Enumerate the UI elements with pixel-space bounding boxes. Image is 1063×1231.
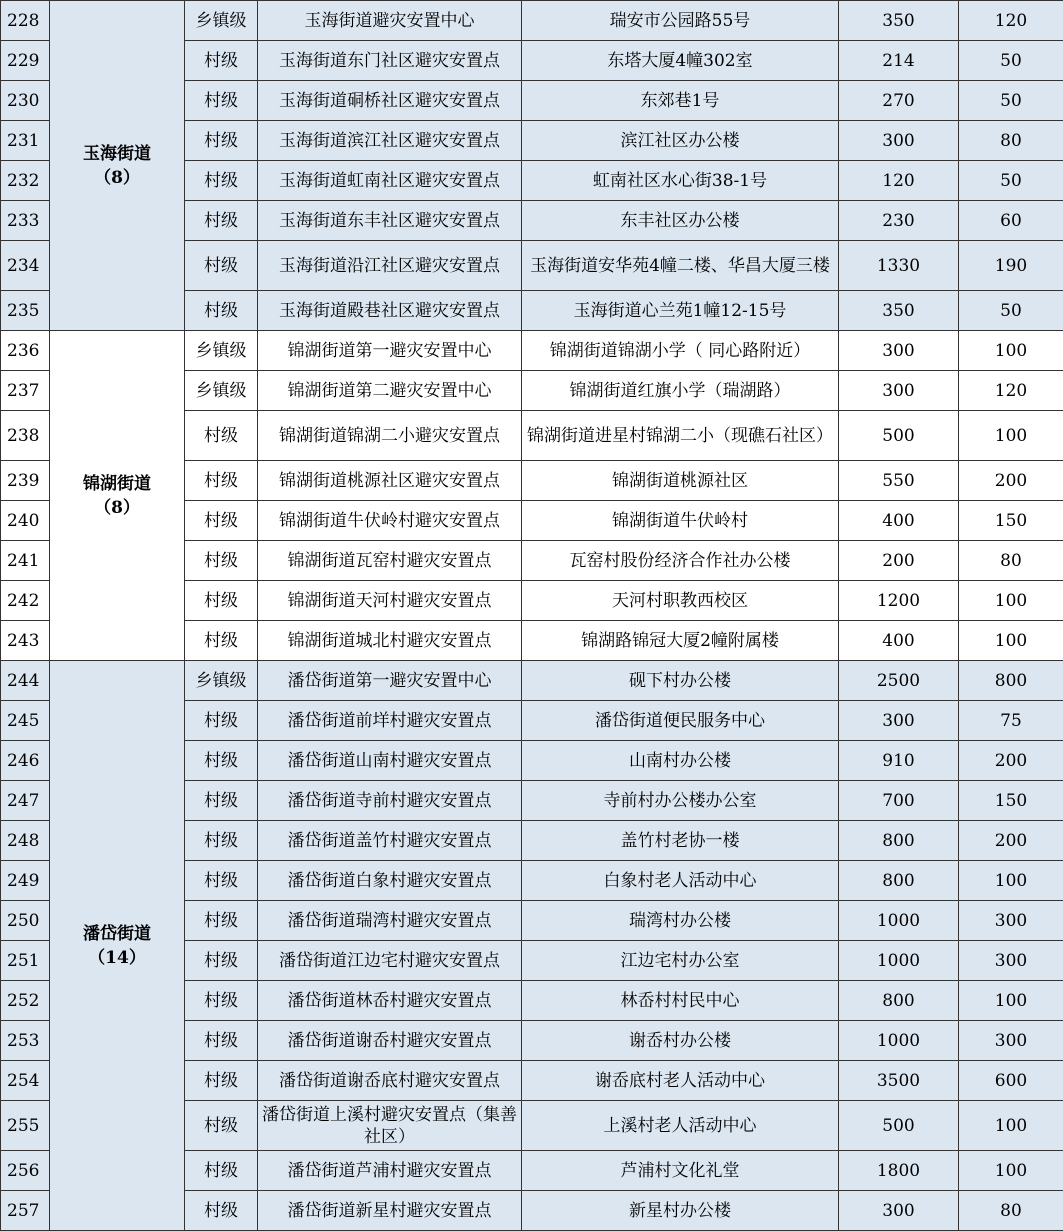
shelter-capacity: 80 <box>959 121 1063 161</box>
shelter-capacity: 200 <box>959 741 1063 781</box>
shelter-capacity: 300 <box>959 901 1063 941</box>
shelter-address: 东郊巷1号 <box>522 81 839 121</box>
district-cell <box>50 331 185 661</box>
shelter-level: 乡镇级 <box>185 1 258 41</box>
district-count: （8） <box>94 497 140 518</box>
shelter-level: 村级 <box>185 701 258 741</box>
shelter-name: 锦湖街道天河村避灾安置点 <box>258 581 522 621</box>
shelter-capacity: 100 <box>959 981 1063 1021</box>
row-number: 239 <box>1 461 50 501</box>
row-number: 230 <box>1 81 50 121</box>
row-number: 235 <box>1 291 50 331</box>
shelter-capacity: 300 <box>959 1021 1063 1061</box>
shelter-capacity: 100 <box>959 581 1063 621</box>
shelter-address: 锦湖街道红旗小学（瑞湖路） <box>522 371 839 411</box>
row-number: 256 <box>1 1151 50 1191</box>
shelter-capacity: 75 <box>959 701 1063 741</box>
shelter-capacity: 100 <box>959 621 1063 661</box>
shelter-level: 村级 <box>185 41 258 81</box>
shelter-area: 400 <box>839 501 959 541</box>
shelter-address: 山南村办公楼 <box>522 741 839 781</box>
shelter-address: 砚下村办公楼 <box>522 661 839 701</box>
shelter-name: 潘岱街道盖竹村避灾安置点 <box>258 821 522 861</box>
shelter-area: 1800 <box>839 1151 959 1191</box>
row-number: 257 <box>1 1191 50 1231</box>
row-number: 254 <box>1 1061 50 1101</box>
row-number: 245 <box>1 701 50 741</box>
shelter-level: 村级 <box>185 621 258 661</box>
row-number: 241 <box>1 541 50 581</box>
row-number: 243 <box>1 621 50 661</box>
shelter-level: 村级 <box>185 1021 258 1061</box>
shelter-capacity: 600 <box>959 1061 1063 1101</box>
shelter-area: 350 <box>839 291 959 331</box>
shelter-table-body <box>1 1 1063 1231</box>
shelter-address: 寺前村办公楼办公室 <box>522 781 839 821</box>
shelter-address: 玉海街道心兰苑1幢12-15号 <box>522 291 839 331</box>
shelter-area: 120 <box>839 161 959 201</box>
shelter-name: 玉海街道硐桥社区避灾安置点 <box>258 81 522 121</box>
shelter-area: 1000 <box>839 1021 959 1061</box>
shelter-capacity: 150 <box>959 781 1063 821</box>
shelter-area: 1330 <box>839 241 959 291</box>
shelter-name: 玉海街道殿巷社区避灾安置点 <box>258 291 522 331</box>
shelter-level: 村级 <box>185 981 258 1021</box>
shelter-level: 村级 <box>185 161 258 201</box>
shelter-capacity: 100 <box>959 331 1063 371</box>
shelter-level: 村级 <box>185 411 258 461</box>
shelter-area: 800 <box>839 981 959 1021</box>
row-number: 233 <box>1 201 50 241</box>
shelter-area: 1200 <box>839 581 959 621</box>
shelter-area: 214 <box>839 41 959 81</box>
shelter-name: 潘岱街道白象村避灾安置点 <box>258 861 522 901</box>
shelter-capacity: 120 <box>959 371 1063 411</box>
shelter-area: 2500 <box>839 661 959 701</box>
shelter-capacity: 50 <box>959 291 1063 331</box>
shelter-capacity: 80 <box>959 541 1063 581</box>
shelter-level: 乡镇级 <box>185 371 258 411</box>
row-number: 244 <box>1 661 50 701</box>
shelter-level: 村级 <box>185 821 258 861</box>
district-count: （8） <box>94 167 140 188</box>
shelter-name: 玉海街道东门社区避灾安置点 <box>258 41 522 81</box>
row-number: 249 <box>1 861 50 901</box>
shelter-level: 村级 <box>185 861 258 901</box>
shelter-name: 玉海街道滨江社区避灾安置点 <box>258 121 522 161</box>
shelter-address: 锦湖街道牛伏岭村 <box>522 501 839 541</box>
shelter-address: 瓦窑村股份经济合作社办公楼 <box>522 541 839 581</box>
shelter-name: 锦湖街道锦湖二小避灾安置点 <box>258 411 522 461</box>
shelter-area: 300 <box>839 1191 959 1231</box>
shelter-address: 新星村办公楼 <box>522 1191 839 1231</box>
shelter-level: 村级 <box>185 1151 258 1191</box>
table-row <box>1 661 1063 701</box>
shelter-address: 天河村职教西校区 <box>522 581 839 621</box>
shelter-name: 潘岱街道芦浦村避灾安置点 <box>258 1151 522 1191</box>
shelter-level: 村级 <box>185 901 258 941</box>
shelter-address: 白象村老人活动中心 <box>522 861 839 901</box>
shelter-address: 林岙村村民中心 <box>522 981 839 1021</box>
shelter-name: 潘岱街道林岙村避灾安置点 <box>258 981 522 1021</box>
shelter-capacity: 100 <box>959 1101 1063 1151</box>
shelter-capacity: 120 <box>959 1 1063 41</box>
district-count: （14） <box>88 947 146 968</box>
shelter-address: 潘岱街道便民服务中心 <box>522 701 839 741</box>
shelter-name: 潘岱街道第一避灾安置中心 <box>258 661 522 701</box>
shelter-address: 锦湖街道锦湖小学（ 同心路附近） <box>522 331 839 371</box>
shelter-area: 300 <box>839 331 959 371</box>
row-number: 247 <box>1 781 50 821</box>
shelter-name: 锦湖街道牛伏岭村避灾安置点 <box>258 501 522 541</box>
shelter-capacity: 300 <box>959 941 1063 981</box>
district-cell <box>50 661 185 1231</box>
row-number: 234 <box>1 241 50 291</box>
shelter-area: 1000 <box>839 941 959 981</box>
shelter-area: 300 <box>839 701 959 741</box>
row-number: 255 <box>1 1101 50 1151</box>
shelter-level: 村级 <box>185 461 258 501</box>
shelter-capacity: 190 <box>959 241 1063 291</box>
shelter-level: 村级 <box>185 241 258 291</box>
shelter-address: 锦湖街道桃源社区 <box>522 461 839 501</box>
row-number: 240 <box>1 501 50 541</box>
shelter-area: 350 <box>839 1 959 41</box>
shelter-capacity: 80 <box>959 1191 1063 1231</box>
row-number: 232 <box>1 161 50 201</box>
row-number: 228 <box>1 1 50 41</box>
shelter-level: 村级 <box>185 121 258 161</box>
shelter-capacity: 200 <box>959 821 1063 861</box>
shelter-name: 潘岱街道瑞湾村避灾安置点 <box>258 901 522 941</box>
shelter-level: 村级 <box>185 741 258 781</box>
shelter-level: 乡镇级 <box>185 331 258 371</box>
shelter-capacity: 50 <box>959 81 1063 121</box>
shelter-address: 盖竹村老协一楼 <box>522 821 839 861</box>
row-number: 246 <box>1 741 50 781</box>
shelter-capacity: 200 <box>959 461 1063 501</box>
row-number: 237 <box>1 371 50 411</box>
shelter-address: 东丰社区办公楼 <box>522 201 839 241</box>
shelter-name: 玉海街道虹南社区避灾安置点 <box>258 161 522 201</box>
shelter-area: 500 <box>839 411 959 461</box>
shelter-level: 村级 <box>185 1101 258 1151</box>
shelter-level: 村级 <box>185 501 258 541</box>
shelter-area: 200 <box>839 541 959 581</box>
shelter-address: 玉海街道安华苑4幢二楼、华昌大厦三楼 <box>522 241 839 291</box>
row-number: 231 <box>1 121 50 161</box>
row-number: 236 <box>1 331 50 371</box>
shelter-area: 300 <box>839 121 959 161</box>
shelter-area: 800 <box>839 861 959 901</box>
row-number: 251 <box>1 941 50 981</box>
shelter-address: 东塔大厦4幢302室 <box>522 41 839 81</box>
shelter-capacity: 100 <box>959 861 1063 901</box>
row-number: 252 <box>1 981 50 1021</box>
shelter-level: 村级 <box>185 581 258 621</box>
shelter-capacity: 100 <box>959 1151 1063 1191</box>
shelter-name: 锦湖街道第一避灾安置中心 <box>258 331 522 371</box>
row-number: 250 <box>1 901 50 941</box>
shelter-address: 虹南社区水心街38-1号 <box>522 161 839 201</box>
shelter-address: 芦浦村文化礼堂 <box>522 1151 839 1191</box>
shelter-name: 玉海街道避灾安置中心 <box>258 1 522 41</box>
row-number: 238 <box>1 411 50 461</box>
district-cell <box>50 1 185 331</box>
shelter-level: 村级 <box>185 1061 258 1101</box>
shelter-name: 潘岱街道上溪村避灾安置点（集善社区） <box>258 1101 522 1151</box>
shelter-area: 300 <box>839 371 959 411</box>
shelter-address: 瑞安市公园路55号 <box>522 1 839 41</box>
shelter-area: 3500 <box>839 1061 959 1101</box>
shelter-name: 锦湖街道桃源社区避灾安置点 <box>258 461 522 501</box>
shelter-area: 230 <box>839 201 959 241</box>
shelter-name: 玉海街道东丰社区避灾安置点 <box>258 201 522 241</box>
shelter-address: 瑞湾村办公楼 <box>522 901 839 941</box>
shelter-level: 村级 <box>185 81 258 121</box>
shelter-name: 潘岱街道新星村避灾安置点 <box>258 1191 522 1231</box>
district-name: 潘岱街道 <box>83 923 151 944</box>
shelter-capacity: 50 <box>959 161 1063 201</box>
shelter-area: 270 <box>839 81 959 121</box>
shelter-name: 潘岱街道寺前村避灾安置点 <box>258 781 522 821</box>
shelter-capacity: 50 <box>959 41 1063 81</box>
shelter-name: 潘岱街道江边宅村避灾安置点 <box>258 941 522 981</box>
district-name: 玉海街道 <box>83 143 151 164</box>
shelter-address: 上溪村老人活动中心 <box>522 1101 839 1151</box>
shelter-address: 谢岙底村老人活动中心 <box>522 1061 839 1101</box>
shelter-area: 910 <box>839 741 959 781</box>
shelter-level: 村级 <box>185 541 258 581</box>
table-row <box>1 331 1063 371</box>
shelter-capacity: 100 <box>959 411 1063 461</box>
shelter-name: 潘岱街道谢岙底村避灾安置点 <box>258 1061 522 1101</box>
shelter-name: 锦湖街道城北村避灾安置点 <box>258 621 522 661</box>
row-number: 253 <box>1 1021 50 1061</box>
shelter-name: 锦湖街道瓦窑村避灾安置点 <box>258 541 522 581</box>
row-number: 229 <box>1 41 50 81</box>
shelter-name: 锦湖街道第二避灾安置中心 <box>258 371 522 411</box>
shelter-address: 谢岙村办公楼 <box>522 1021 839 1061</box>
shelter-capacity: 60 <box>959 201 1063 241</box>
shelter-level: 村级 <box>185 201 258 241</box>
shelter-name: 潘岱街道前垟村避灾安置点 <box>258 701 522 741</box>
row-number: 242 <box>1 581 50 621</box>
shelter-area: 1000 <box>839 901 959 941</box>
table-row <box>1 1 1063 41</box>
shelter-address: 江边宅村办公室 <box>522 941 839 981</box>
shelter-level: 村级 <box>185 1191 258 1231</box>
shelter-address: 锦湖路锦冠大厦2幢附属楼 <box>522 621 839 661</box>
shelter-area: 550 <box>839 461 959 501</box>
shelter-area: 700 <box>839 781 959 821</box>
shelter-area: 500 <box>839 1101 959 1151</box>
shelter-level: 村级 <box>185 781 258 821</box>
shelter-area: 800 <box>839 821 959 861</box>
shelter-level: 村级 <box>185 941 258 981</box>
shelter-capacity: 150 <box>959 501 1063 541</box>
shelter-level: 乡镇级 <box>185 661 258 701</box>
shelter-address: 锦湖街道进星村锦湖二小（现礁石社区） <box>522 411 839 461</box>
shelter-name: 玉海街道沿江社区避灾安置点 <box>258 241 522 291</box>
shelter-name: 潘岱街道谢岙村避灾安置点 <box>258 1021 522 1061</box>
row-number: 248 <box>1 821 50 861</box>
shelter-capacity: 800 <box>959 661 1063 701</box>
shelter-name: 潘岱街道山南村避灾安置点 <box>258 741 522 781</box>
shelter-level: 村级 <box>185 291 258 331</box>
district-name: 锦湖街道 <box>83 473 151 494</box>
shelter-address: 滨江社区办公楼 <box>522 121 839 161</box>
shelter-area: 400 <box>839 621 959 661</box>
